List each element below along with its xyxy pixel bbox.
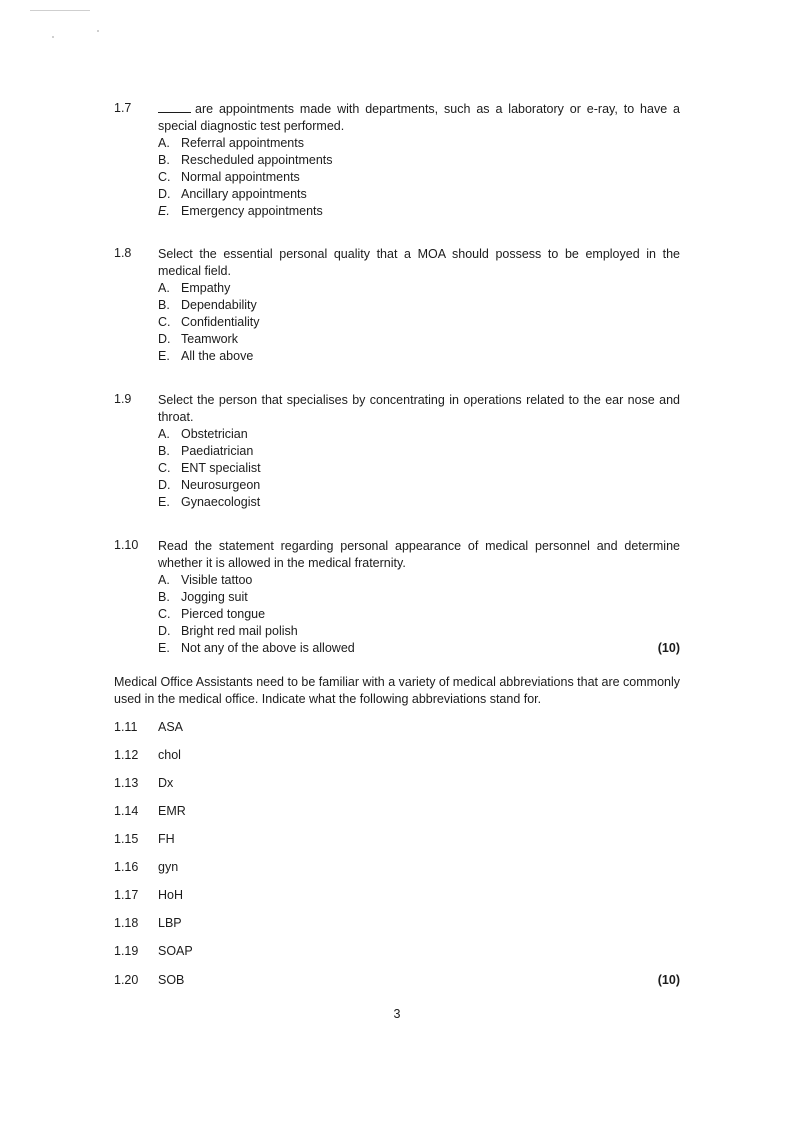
option-c: C. ENT specialist [158, 461, 261, 475]
abbreviation-item: 1.12 chol [114, 748, 181, 762]
abbreviation-item: 1.14 EMR [114, 804, 186, 818]
option-e: E. All the above [158, 349, 254, 363]
abbreviation-item: 1.19 SOAP [114, 944, 193, 958]
scan-artifact [97, 30, 99, 32]
option-d: D. Teamwork [158, 332, 238, 346]
option-c: C. Confidentiality [158, 315, 260, 329]
question-text: Select the essential personal quality that a MOA should possess to be employed in the medical field. [158, 247, 680, 278]
scan-artifact [52, 36, 54, 38]
option-b: B. Paediatrician [158, 444, 254, 458]
abbreviation-item: 1.20 SOB (10) [114, 973, 680, 987]
question-text: Select the person that specialises by concentrating in operations related to the ear nose and throat. [158, 393, 680, 424]
option-c: C. Pierced tongue [158, 607, 266, 621]
abbreviation-item: 1.17 HoH [114, 888, 184, 902]
page-number: 3 [393, 1007, 401, 1021]
option-a: A. Referral appointments [158, 136, 304, 150]
option-a: A. Visible tattoo [158, 573, 253, 587]
marks-label: (10) [657, 641, 680, 655]
abbreviation-item: 1.11 ASA [114, 720, 184, 734]
question-number: 1.7 [114, 101, 132, 115]
abbreviations-instructions: Medical Office Assistants need to be familiar with a variety of medical abbreviations that are commonly used in the medical office. Indicate what the following abbreviations stand for. [114, 675, 681, 706]
question-number: 1.8 [114, 246, 132, 260]
option-d: D. Ancillary appointments [158, 187, 307, 201]
scan-artifact [30, 10, 90, 11]
question-1-10 [114, 538, 680, 670]
question-1-9 [114, 392, 680, 524]
option-a: A. Obstetrician [158, 427, 248, 441]
abbreviation-item: 1.15 FH [114, 832, 175, 846]
options-list [158, 572, 680, 657]
option-d: D. Neurosurgeon [158, 478, 261, 492]
options-list [158, 135, 680, 220]
option-e: E. Gynaecologist [158, 495, 261, 509]
question-text: Read the statement regarding personal appearance of medical personnel and determine whether it is allowed in the medical fraternity. [158, 539, 680, 570]
option-c: C. Normal appointments [158, 170, 300, 184]
question-number: 1.9 [114, 392, 132, 406]
question-1-7 [114, 101, 680, 233]
question-1-8 [114, 246, 680, 378]
option-e: E. Emergency appointments [158, 204, 323, 218]
abbreviation-item: 1.13 Dx [114, 776, 174, 790]
answer-blank [158, 102, 191, 113]
option-b: B. Rescheduled appointments [158, 153, 333, 167]
option-b: B. Dependability [158, 298, 257, 312]
options-list [158, 426, 680, 511]
option-a: A. Empathy [158, 281, 231, 295]
question-number: 1.10 [114, 538, 139, 552]
abbreviation-item: 1.16 gyn [114, 860, 179, 874]
option-b: B. Jogging suit [158, 590, 248, 604]
marks-label: (10) [657, 973, 680, 987]
options-list [158, 280, 680, 365]
question-text: are appointments made with departments, such as a laboratory or e-ray, to have a special diagnostic test performed. [158, 102, 680, 133]
option-e: E. Not any of the above is allowed (10) [158, 641, 680, 655]
abbreviation-item: 1.18 LBP [114, 916, 182, 930]
option-d: D. Bright red mail polish [158, 624, 298, 638]
